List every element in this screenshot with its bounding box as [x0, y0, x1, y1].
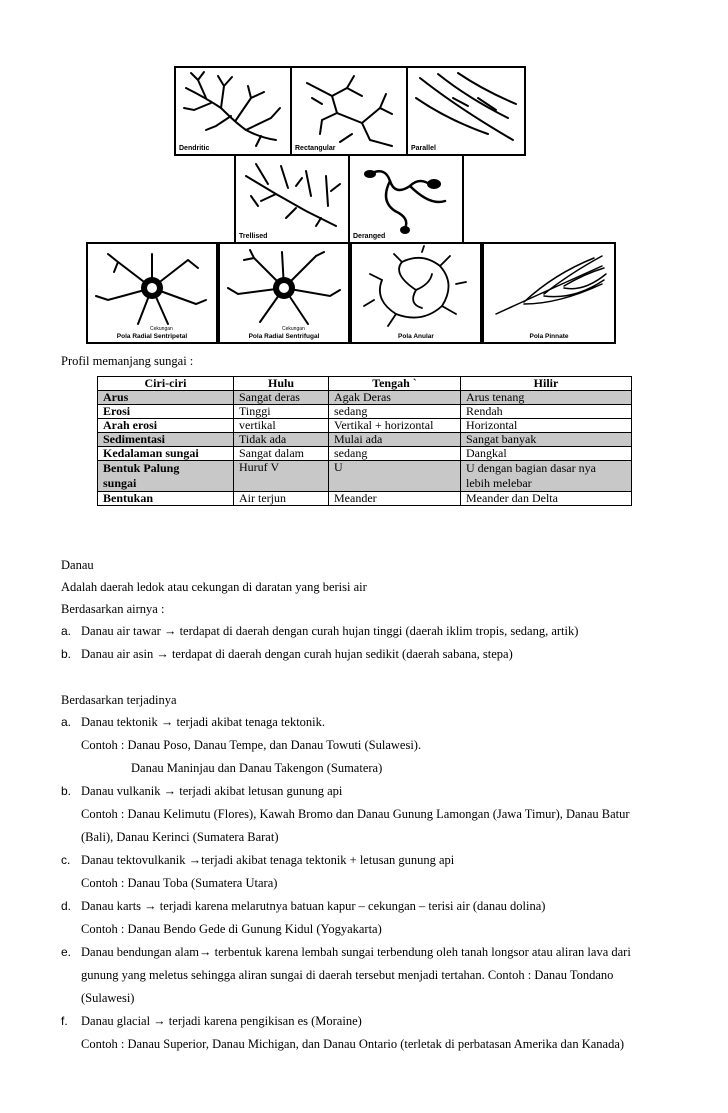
figure-radial-sentripetal — [86, 242, 218, 344]
figure-deranged — [348, 154, 464, 244]
figure-parallel — [406, 66, 526, 156]
table-cell — [461, 461, 632, 492]
table-cell: sedang — [329, 447, 461, 461]
example-line: (Bali), Danau Kerinci (Sumatera Barat) — [81, 830, 279, 844]
table-cell: Air terjun — [234, 492, 329, 506]
example-line: (Sulawesi) — [81, 991, 135, 1005]
cell-line: U dengan bagian dasar nya — [466, 461, 596, 475]
table-cell: Huruf V — [234, 461, 329, 492]
table-cell: Arah erosi — [98, 419, 234, 433]
example-line: Contoh : Danau Kelimutu (Flores), Kawah Bromo dan Danau Gunung Lamongan (Jawa Timur), Danau Batur — [81, 807, 630, 821]
list-item: Danau tektovulkanik →terjadi akibat tenaga tektonik + letusan gunung api — [81, 853, 455, 867]
table-row — [98, 461, 632, 492]
cekungan-note: Cekungan — [282, 326, 305, 332]
table-cell: U — [329, 461, 461, 492]
table-cell: Tinggi — [234, 405, 329, 419]
table-row — [98, 447, 632, 461]
table-cell: Vertikal + horizontal — [329, 419, 461, 433]
header-hilir: Hilir — [461, 377, 632, 391]
anular-caption: Pola Anular — [398, 333, 434, 340]
list-marker: a. — [61, 715, 72, 729]
table-cell: Sangat dalam — [234, 447, 329, 461]
dendritic-caption: Dendritic — [179, 145, 210, 152]
list-item: Danau karts → terjadi karena melarutnya batuan kapur – cekungan – terisi air (danau dolina) — [81, 899, 546, 913]
by-water-heading: Berdasarkan airnya : — [61, 602, 165, 616]
table-row — [98, 433, 632, 447]
table-row — [98, 492, 632, 506]
cell-line: Bentuk Palung — [103, 461, 180, 475]
figure-pinnate — [482, 242, 616, 344]
trellised-pattern-drawing — [236, 156, 348, 242]
river-profile-table — [97, 376, 632, 506]
list-marker: e. — [61, 945, 72, 959]
table-cell: Agak Deras — [329, 391, 461, 405]
list-item: Danau tektonik → terjadi akibat tenaga tektonik. — [81, 715, 326, 729]
figure-rectangular — [290, 66, 408, 156]
table-cell: Kedalaman sungai — [98, 447, 234, 461]
table-cell: Arus tenang — [461, 391, 632, 405]
pinnate-caption: Pola Pinnate — [529, 333, 569, 340]
figure-dendritic — [174, 66, 292, 156]
table-cell: Arus — [98, 391, 234, 405]
table-cell: Horizontal — [461, 419, 632, 433]
example-line: Contoh : Danau Superior, Danau Michigan, dan Danau Ontario (terletak di perbatasan Amerika dan Kanada) — [81, 1037, 625, 1051]
figure-radial-sentrifugal — [218, 242, 350, 344]
trellised-caption: Trellised — [239, 233, 268, 240]
list-marker: b. — [61, 647, 72, 661]
figure-trellised — [234, 154, 350, 244]
table-cell: Mulai ada — [329, 433, 461, 447]
table-cell: Sangat banyak — [461, 433, 632, 447]
radial-sentrifugal-caption: Pola Radial Sentrifugal — [248, 333, 320, 340]
list-marker: a. — [61, 624, 72, 638]
table-cell: vertikal — [234, 419, 329, 433]
table-row — [98, 419, 632, 433]
table-cell: Meander — [329, 492, 461, 506]
table-row — [98, 405, 632, 419]
table-cell: Meander dan Delta — [461, 492, 632, 506]
list-item: Danau glacial → terjadi karena pengikisan es (Moraine) — [81, 1014, 362, 1028]
danau-title: Danau — [61, 558, 94, 572]
table-header-row — [98, 377, 632, 391]
list-marker: b. — [61, 784, 72, 798]
table-cell: Tidak ada — [234, 433, 329, 447]
list-marker: c. — [61, 853, 71, 867]
table-cell: sedang — [329, 405, 461, 419]
header-ciri: Ciri-ciri — [98, 377, 234, 391]
table-row — [98, 391, 632, 405]
radial-sentripetal-drawing — [88, 244, 216, 342]
by-origin-heading: Berdasarkan terjadinya — [61, 693, 177, 707]
table-cell: Erosi — [98, 405, 234, 419]
table-cell: Sedimentasi — [98, 433, 234, 447]
deranged-caption: Deranged — [353, 233, 386, 240]
parallel-caption: Parallel — [411, 145, 436, 152]
profile-heading: Profil memanjang sungai : — [61, 354, 194, 368]
figure-anular — [350, 242, 482, 344]
radial-sentrifugal-drawing — [220, 244, 348, 342]
table-cell: Rendah — [461, 405, 632, 419]
list-item: Danau bendungan alam→ terbentuk karena lembah sungai terbendung oleh tanah longsor atau aliran lava dari — [81, 945, 631, 959]
example-line: Contoh : Danau Bendo Gede di Gunung Kidul (Yogyakarta) — [81, 922, 382, 936]
header-tengah: Tengah ` — [329, 377, 461, 391]
example-line: Contoh : Danau Toba (Sumatera Utara) — [81, 876, 278, 890]
example-line: Contoh : Danau Poso, Danau Tempe, dan Danau Towuti (Sulawesi). — [81, 738, 422, 752]
cell-line: sungai — [103, 476, 137, 490]
parallel-pattern-drawing — [408, 68, 524, 154]
list-item: Danau air tawar → terdapat di daerah dengan curah hujan tinggi (daerah iklim tropis, sedang, artik) — [81, 624, 579, 638]
table-cell: Dangkal — [461, 447, 632, 461]
dendritic-pattern-drawing — [176, 68, 290, 154]
rectangular-pattern-drawing — [292, 68, 406, 154]
cekungan-note: Cekungan — [150, 326, 173, 332]
rectangular-caption: Rectangular — [295, 145, 336, 152]
table-cell: Sangat deras — [234, 391, 329, 405]
list-item: Danau air asin → terdapat di daerah dengan curah hujan sedikit (daerah sabana, stepa) — [81, 647, 513, 661]
danau-definition: Adalah daerah ledok atau cekungan di daratan yang berisi air — [61, 580, 367, 594]
list-marker: d. — [61, 899, 72, 913]
table-cell — [98, 461, 234, 492]
header-hulu: Hulu — [234, 377, 329, 391]
cell-line: lebih melebar — [466, 476, 532, 490]
deranged-pattern-drawing — [350, 156, 462, 242]
anular-drawing — [352, 244, 480, 342]
table-cell: Bentukan — [98, 492, 234, 506]
example-line: Danau Maninjau dan Danau Takengon (Sumatera) — [131, 761, 383, 775]
pinnate-drawing — [484, 244, 614, 342]
radial-sentripetal-caption: Pola Radial Sentripetal — [116, 333, 188, 340]
example-line: gunung yang meletus sehingga aliran sungai di daerah tersebut menjadi tertahan. Contoh : Danau Tondano — [81, 968, 614, 982]
list-marker: f. — [61, 1014, 68, 1028]
list-item: Danau vulkanik → terjadi akibat letusan gunung api — [81, 784, 343, 798]
